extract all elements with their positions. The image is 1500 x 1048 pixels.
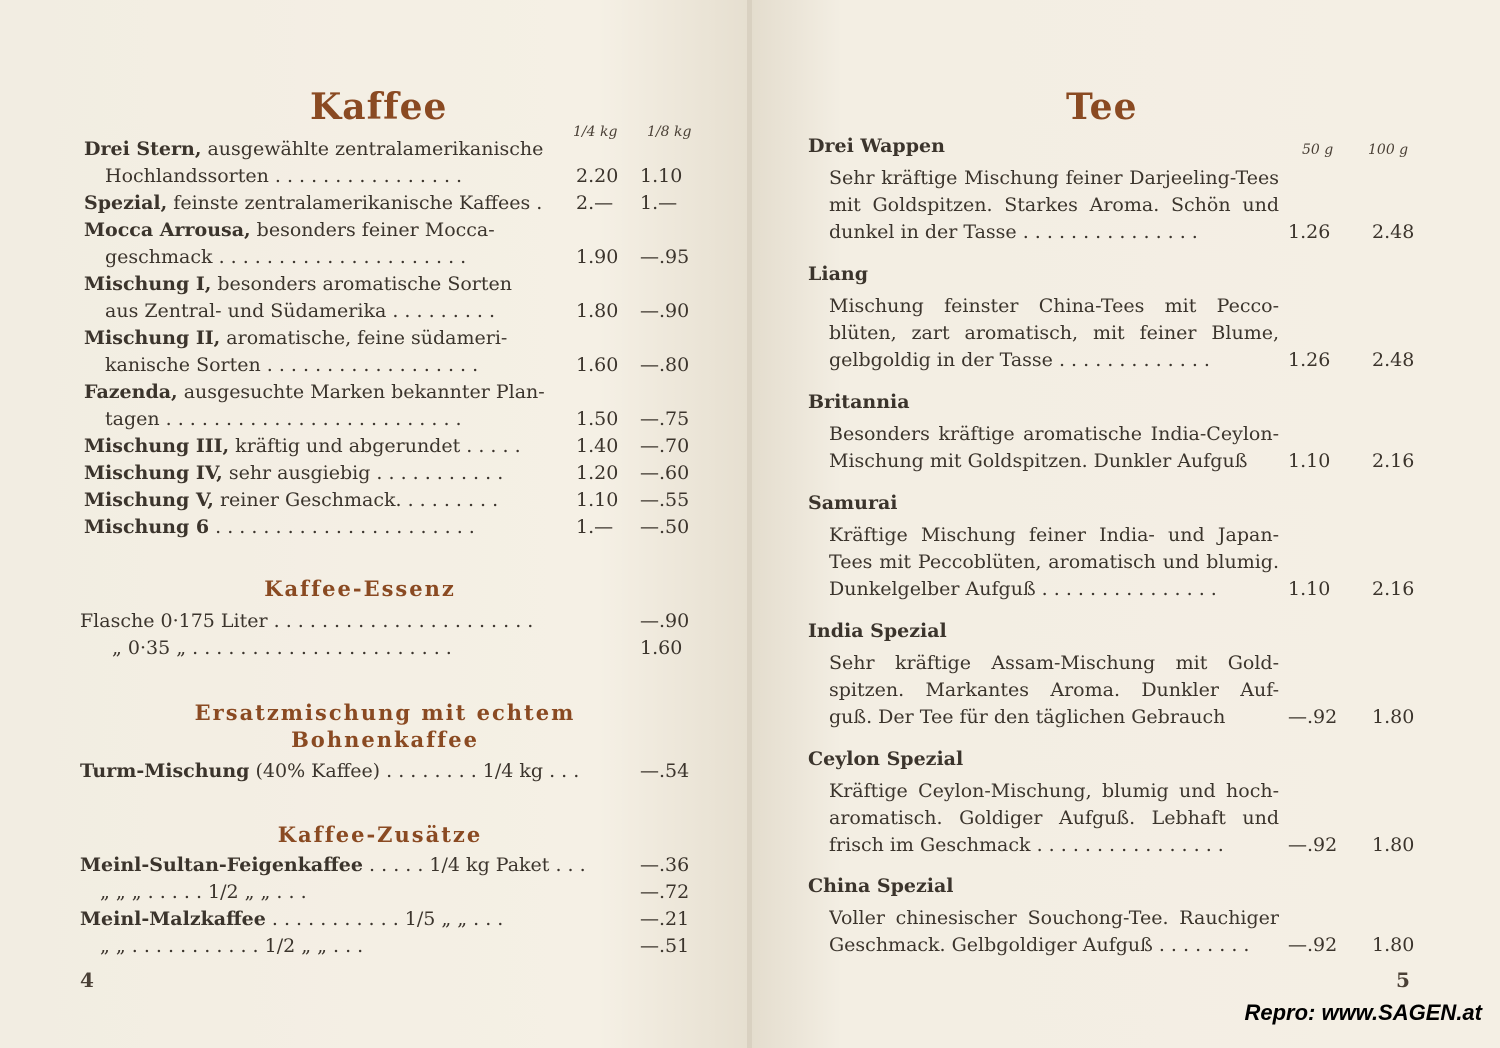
price-eighth-kg: —.50 <box>640 516 690 538</box>
zusatz-line <box>80 906 503 933</box>
price-eighth-kg: —.75 <box>640 408 690 430</box>
kaffee-line <box>84 514 475 541</box>
tee-description: Besonders kräftige aromatische India-Ceylon- <box>829 423 1279 445</box>
kaffee-text: Hochlandssorten . . . . . . . . . . . . . . . . <box>105 165 463 187</box>
col-header-quarter-kg: 1/4 kg <box>573 124 618 140</box>
col-header-100g: 100 g <box>1368 142 1409 158</box>
essenz-line: Flasche 0·175 Liter . . . . . . . . . . . . . . . . . . . . . . <box>80 610 534 632</box>
kaffee-line <box>84 487 498 514</box>
tee-description: mit Goldspitzen. Starkes Aroma. Schön und <box>829 194 1279 216</box>
tee-name: China Spezial <box>808 875 954 897</box>
essenz-title: Kaffee-Essenz <box>264 576 456 601</box>
zusatz-title: Kaffee-Zusätze <box>277 822 483 847</box>
price-50g: 1.26 <box>1288 349 1331 371</box>
ersatz-name: Turm-Mischung <box>80 760 250 782</box>
price-quarter-kg: 2.20 <box>576 165 619 187</box>
tee-description: Sehr kräftige Mischung feiner Darjeeling-Tees <box>829 167 1279 189</box>
tee-description: Sehr kräftige Assam-Mischung mit Gold- <box>829 652 1279 674</box>
zusatz-price: —.21 <box>640 908 690 930</box>
tee-description: Kräftige Ceylon-Mischung, blumig und hoch- <box>829 780 1279 802</box>
price-eighth-kg: —.90 <box>640 300 690 322</box>
tee-name: Samurai <box>808 492 898 514</box>
price-eighth-kg: —.55 <box>640 489 690 511</box>
kaffee-name: Spezial, <box>84 192 168 214</box>
price-quarter-kg: 1.20 <box>576 462 619 484</box>
price-100g: 1.80 <box>1372 834 1415 856</box>
col-header-eighth-kg: 1/8 kg <box>647 124 692 140</box>
price-100g: 1.80 <box>1372 706 1415 728</box>
zusatz-line <box>100 933 363 960</box>
kaffee-name: Mischung I, <box>84 273 212 295</box>
tee-description: aromatisch. Goldiger Aufguß. Lebhaft und <box>829 807 1279 829</box>
tee-description: blüten, zart aromatisch, mit feiner Blume, <box>829 322 1279 344</box>
kaffee-text: besonders feiner Mocca- <box>250 219 495 241</box>
ersatz-title: Ersatzmischung mit echtem <box>194 700 576 725</box>
zusatz-text: „ „ „ . . . . . 1/2 „ „ . . . <box>100 881 307 903</box>
tee-description: Voller chinesischer Souchong-Tee. Rauchiger <box>829 907 1279 929</box>
tee-name: Britannia <box>808 391 910 413</box>
kaffee-name: Mischung II, <box>84 327 221 349</box>
tee-name: India Spezial <box>808 620 947 642</box>
page-left <box>0 0 748 1048</box>
tee-name: Liang <box>808 263 868 285</box>
kaffee-line <box>84 460 503 487</box>
ersatz-price: —.54 <box>640 760 690 782</box>
kaffee-line <box>84 325 507 352</box>
kaffee-text: . . . . . . . . . . . . . . . . . . . . . . <box>209 516 475 538</box>
price-100g: 2.48 <box>1372 221 1415 243</box>
kaffee-line <box>84 217 495 244</box>
kaffee-line <box>105 163 462 190</box>
price-eighth-kg: 1.— <box>640 192 678 214</box>
price-100g: 2.16 <box>1372 578 1415 600</box>
tee-description: guß. Der Tee für den täglichen Gebrauch <box>829 706 1226 728</box>
kaffee-text: aus Zentral- und Südamerika . . . . . . . . . <box>105 300 496 322</box>
zusatz-price: —.36 <box>640 854 690 876</box>
tee-description: Mischung feinster China-Tees mit Pecco- <box>829 295 1279 317</box>
price-quarter-kg: 1.40 <box>576 435 619 457</box>
price-eighth-kg: —.95 <box>640 246 690 268</box>
tee-description: gelbgoldig in der Tasse . . . . . . . . . . . . . <box>829 349 1210 371</box>
price-quarter-kg: 1.— <box>576 516 614 538</box>
kaffee-name: Mischung V, <box>84 489 214 511</box>
col-header-50g: 50 g <box>1302 142 1334 158</box>
essenz-price: 1.60 <box>640 637 683 659</box>
kaffee-name: Fazenda, <box>84 381 178 403</box>
kaffee-text: kräftig und abgerundet . . . . . <box>229 435 521 457</box>
tee-title: Tee <box>1066 86 1138 128</box>
tee-description: frisch im Geschmack . . . . . . . . . . . . . . . . <box>829 834 1224 856</box>
kaffee-name: Mischung 6 <box>84 516 210 538</box>
kaffee-line <box>105 298 495 325</box>
price-50g: —.92 <box>1288 934 1338 956</box>
kaffee-line <box>105 352 478 379</box>
page-number-right: 5 <box>1396 968 1410 992</box>
page-number-left: 4 <box>80 968 94 992</box>
price-quarter-kg: 1.10 <box>576 489 619 511</box>
price-100g: 1.80 <box>1372 934 1415 956</box>
zusatz-text: . . . . . 1/4 kg Paket . . . <box>363 854 586 876</box>
zusatz-text: . . . . . . . . . . . 1/5 „ „ . . . <box>265 908 504 930</box>
zusatz-price: —.51 <box>640 935 690 957</box>
price-50g: —.92 <box>1288 834 1338 856</box>
essenz-price: —.90 <box>640 610 690 632</box>
tee-description: Geschmack. Gelbgoldiger Aufguß . . . . . . . . <box>829 934 1250 956</box>
kaffee-name: Drei Stern, <box>84 138 202 160</box>
ersatz-text: (40% Kaffee) . . . . . . . . 1/4 kg . . . <box>249 760 580 782</box>
kaffee-text: aromatische, feine südameri- <box>220 327 508 349</box>
kaffee-line <box>84 190 542 217</box>
price-quarter-kg: 1.60 <box>576 354 619 376</box>
essenz-line: „ 0·35 „ . . . . . . . . . . . . . . . . . . . . . . <box>112 637 452 659</box>
price-50g: 1.26 <box>1288 221 1331 243</box>
kaffee-line <box>84 136 543 163</box>
price-100g: 2.48 <box>1372 349 1415 371</box>
price-100g: 2.16 <box>1372 450 1415 472</box>
ersatz-title-2: Bohnenkaffee <box>291 727 479 752</box>
zusatz-name: Meinl-Sultan-Feigenkaffee <box>80 854 363 876</box>
kaffee-text: tagen . . . . . . . . . . . . . . . . . . . . . . . . . <box>105 408 462 430</box>
price-eighth-kg: 1.10 <box>640 165 683 187</box>
price-quarter-kg: 2.— <box>576 192 614 214</box>
price-quarter-kg: 1.80 <box>576 300 619 322</box>
zusatz-line <box>80 852 586 879</box>
kaffee-text: ausgewählte zentralamerikanische <box>201 138 544 160</box>
kaffee-text: besonders aromatische Sorten <box>211 273 512 295</box>
kaffee-text: ausgesuchte Marken bekannter Plan- <box>177 381 545 403</box>
price-50g: 1.10 <box>1288 578 1331 600</box>
kaffee-name: Mischung IV, <box>84 462 223 484</box>
kaffee-line <box>84 271 512 298</box>
ersatz-line <box>80 758 579 785</box>
tee-name: Drei Wappen <box>808 135 945 157</box>
price-50g: 1.10 <box>1288 450 1331 472</box>
price-quarter-kg: 1.90 <box>576 246 619 268</box>
tee-name: Ceylon Spezial <box>808 748 964 770</box>
tee-description: Mischung mit Goldspitzen. Dunkler Aufguß <box>829 450 1248 472</box>
tee-description: spitzen. Markantes Aroma. Dunkler Auf- <box>829 679 1279 701</box>
tee-description: Kräftige Mischung feiner India- und Japan- <box>829 524 1279 546</box>
tee-description: dunkel in der Tasse . . . . . . . . . . . . . . . <box>829 221 1198 243</box>
zusatz-line <box>100 879 307 906</box>
zusatz-price: —.72 <box>640 881 690 903</box>
kaffee-text: feinste zentralamerikanische Kaffees . <box>167 192 543 214</box>
zusatz-name: Meinl-Malzkaffee <box>80 908 266 930</box>
kaffee-text: kanische Sorten . . . . . . . . . . . . . . . . . . <box>105 354 479 376</box>
kaffee-line <box>84 433 521 460</box>
page-right <box>752 0 1500 1048</box>
price-eighth-kg: —.60 <box>640 462 690 484</box>
kaffee-line <box>84 379 545 406</box>
kaffee-line <box>105 244 466 271</box>
price-quarter-kg: 1.50 <box>576 408 619 430</box>
tee-description: Tees mit Peccoblüten, aromatisch und blumig. <box>829 551 1279 573</box>
kaffee-text: geschmack . . . . . . . . . . . . . . . . . . . . . <box>105 246 467 268</box>
kaffee-name: Mischung III, <box>84 435 230 457</box>
kaffee-name: Mocca Arrousa, <box>84 219 251 241</box>
price-eighth-kg: —.70 <box>640 435 690 457</box>
kaffee-line <box>105 406 462 433</box>
tee-description: Dunkelgelber Aufguß . . . . . . . . . . . . . . . <box>829 578 1217 600</box>
price-eighth-kg: —.80 <box>640 354 690 376</box>
zusatz-text: „ „ . . . . . . . . . . . 1/2 „ „ . . . <box>100 935 364 957</box>
price-50g: —.92 <box>1288 706 1338 728</box>
kaffee-title: Kaffee <box>310 86 448 128</box>
kaffee-text: reiner Geschmack. . . . . . . . . <box>213 489 499 511</box>
kaffee-text: sehr ausgiebig . . . . . . . . . . . <box>222 462 504 484</box>
watermark: Repro: www.SAGEN.at <box>1244 1000 1482 1025</box>
